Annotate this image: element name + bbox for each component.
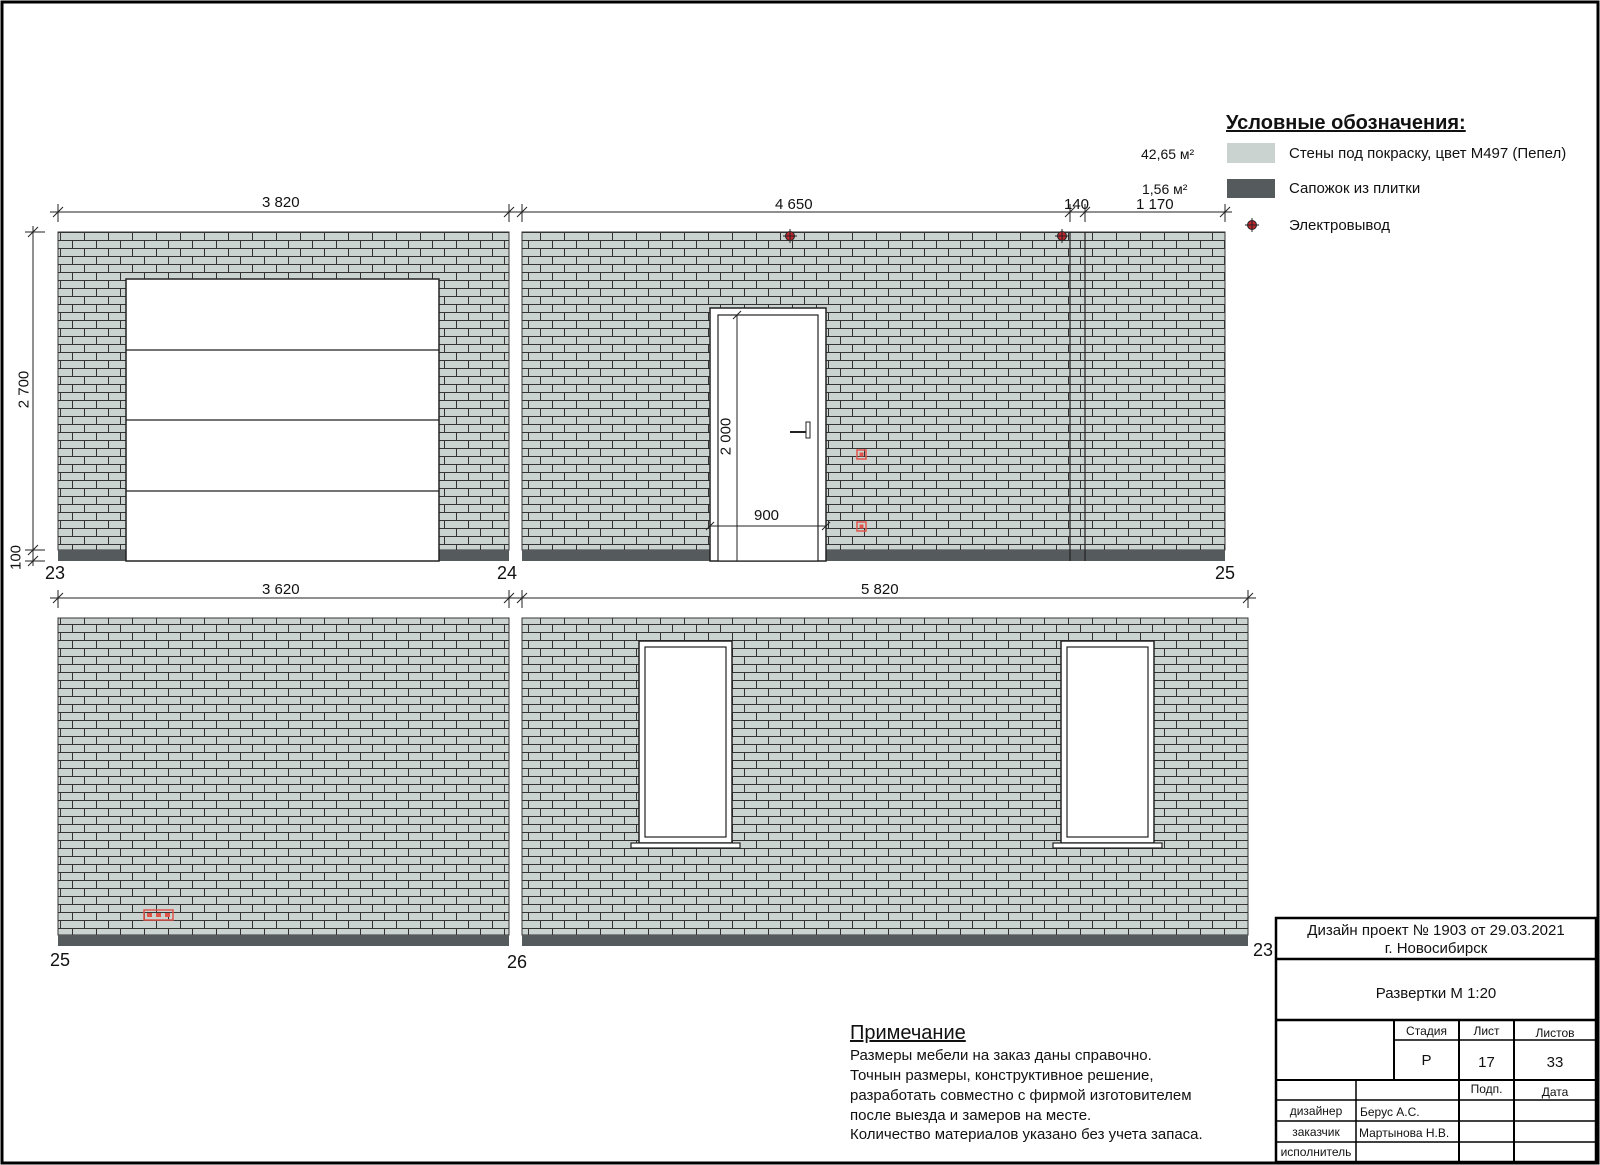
date-label: Дата [1541, 1085, 1569, 1099]
wall-elevation-23-24 [58, 232, 509, 561]
project-city: г. Новосибирск [1384, 940, 1488, 957]
legend-area-plinth: 1,56 м² [1142, 181, 1188, 197]
dim-wall-24-25-right: 1 170 [1136, 196, 1174, 213]
wall-elevation-24-25 [522, 229, 1225, 561]
sheet-value: 17 [1478, 1054, 1495, 1071]
dim-height-plinth: 100 [7, 544, 25, 571]
legend-title: Условные обозначения: [1226, 112, 1466, 134]
dim-wall-24-25-width: 4 650 [775, 196, 813, 213]
note-line: после выезда и замеров на месте. [850, 1107, 1092, 1124]
sheet-label: Лист [1473, 1024, 1500, 1038]
wall-elevation-25-26 [58, 618, 509, 946]
legend-swatch-wall [1227, 143, 1275, 163]
tile-plinth [58, 935, 509, 946]
dim-wall-25-26-width: 3 620 [262, 581, 300, 598]
legend-label-wall: Стены под покраску, цвет М497 (Пепел) [1289, 145, 1567, 162]
note-line: Размеры мебели на заказ даны справочно. [850, 1047, 1152, 1064]
sheets-label: Листов [1535, 1026, 1575, 1040]
role-customer: заказчик [1292, 1125, 1340, 1139]
dim-door-height: 2 000 [717, 417, 735, 456]
dim-height-total: 2 700 [15, 370, 33, 409]
wall-area [58, 618, 509, 935]
note-line: Количество материалов указано без учета запаса. [850, 1126, 1203, 1143]
legend-label-outlet: Электровывод [1289, 217, 1390, 234]
window [631, 641, 740, 848]
dim-wall-23-24-width: 3 820 [262, 194, 300, 211]
axis-label-25-bottom: 25 [50, 950, 71, 970]
role-executor: исполнитель [1280, 1145, 1352, 1159]
tile-plinth [522, 550, 1225, 561]
dim-wall-26-23-width: 5 820 [861, 581, 899, 598]
axis-label-25-top: 25 [1215, 563, 1236, 583]
note-title: Примечание [850, 1022, 966, 1044]
role-designer: дизайнер [1289, 1104, 1343, 1118]
legend-label-plinth: Сапожок из плитки [1289, 180, 1421, 197]
axis-label-23-bottom: 23 [1253, 940, 1274, 960]
window [1053, 641, 1162, 848]
note-line: разработать совместно с фирмой изготовителем [850, 1087, 1192, 1104]
name-customer: Мартынова Н.В. [1359, 1126, 1450, 1140]
sign-label: Подп. [1470, 1082, 1503, 1096]
tile-plinth [522, 935, 1248, 946]
legend-outlet-icon [1245, 218, 1259, 232]
name-designer: Берус А.С. [1360, 1105, 1420, 1119]
axis-label-26-bottom: 26 [507, 952, 528, 972]
note-line: Точнын размеры, конструктивное решение, [850, 1067, 1154, 1084]
legend-area-wall: 42,65 м² [1141, 146, 1195, 162]
sheets-value: 33 [1546, 1054, 1564, 1071]
sheet-title: Развертки М 1:20 [1375, 985, 1497, 1002]
legend-swatch-plinth [1227, 179, 1275, 198]
stage-label: Стадия [1406, 1024, 1447, 1038]
dim-door-width: 900 [754, 507, 780, 524]
dim-wall-24-25-gap: 140 [1064, 196, 1090, 213]
axis-label-23-top: 23 [45, 563, 66, 583]
wall-area [522, 232, 1225, 550]
project-title: Дизайн проект № 1903 от 29.03.2021 [1307, 922, 1565, 939]
axis-label-24-top: 24 [497, 563, 518, 583]
stage-value: Р [1421, 1052, 1432, 1069]
wall-elevation-26-23 [522, 618, 1248, 946]
